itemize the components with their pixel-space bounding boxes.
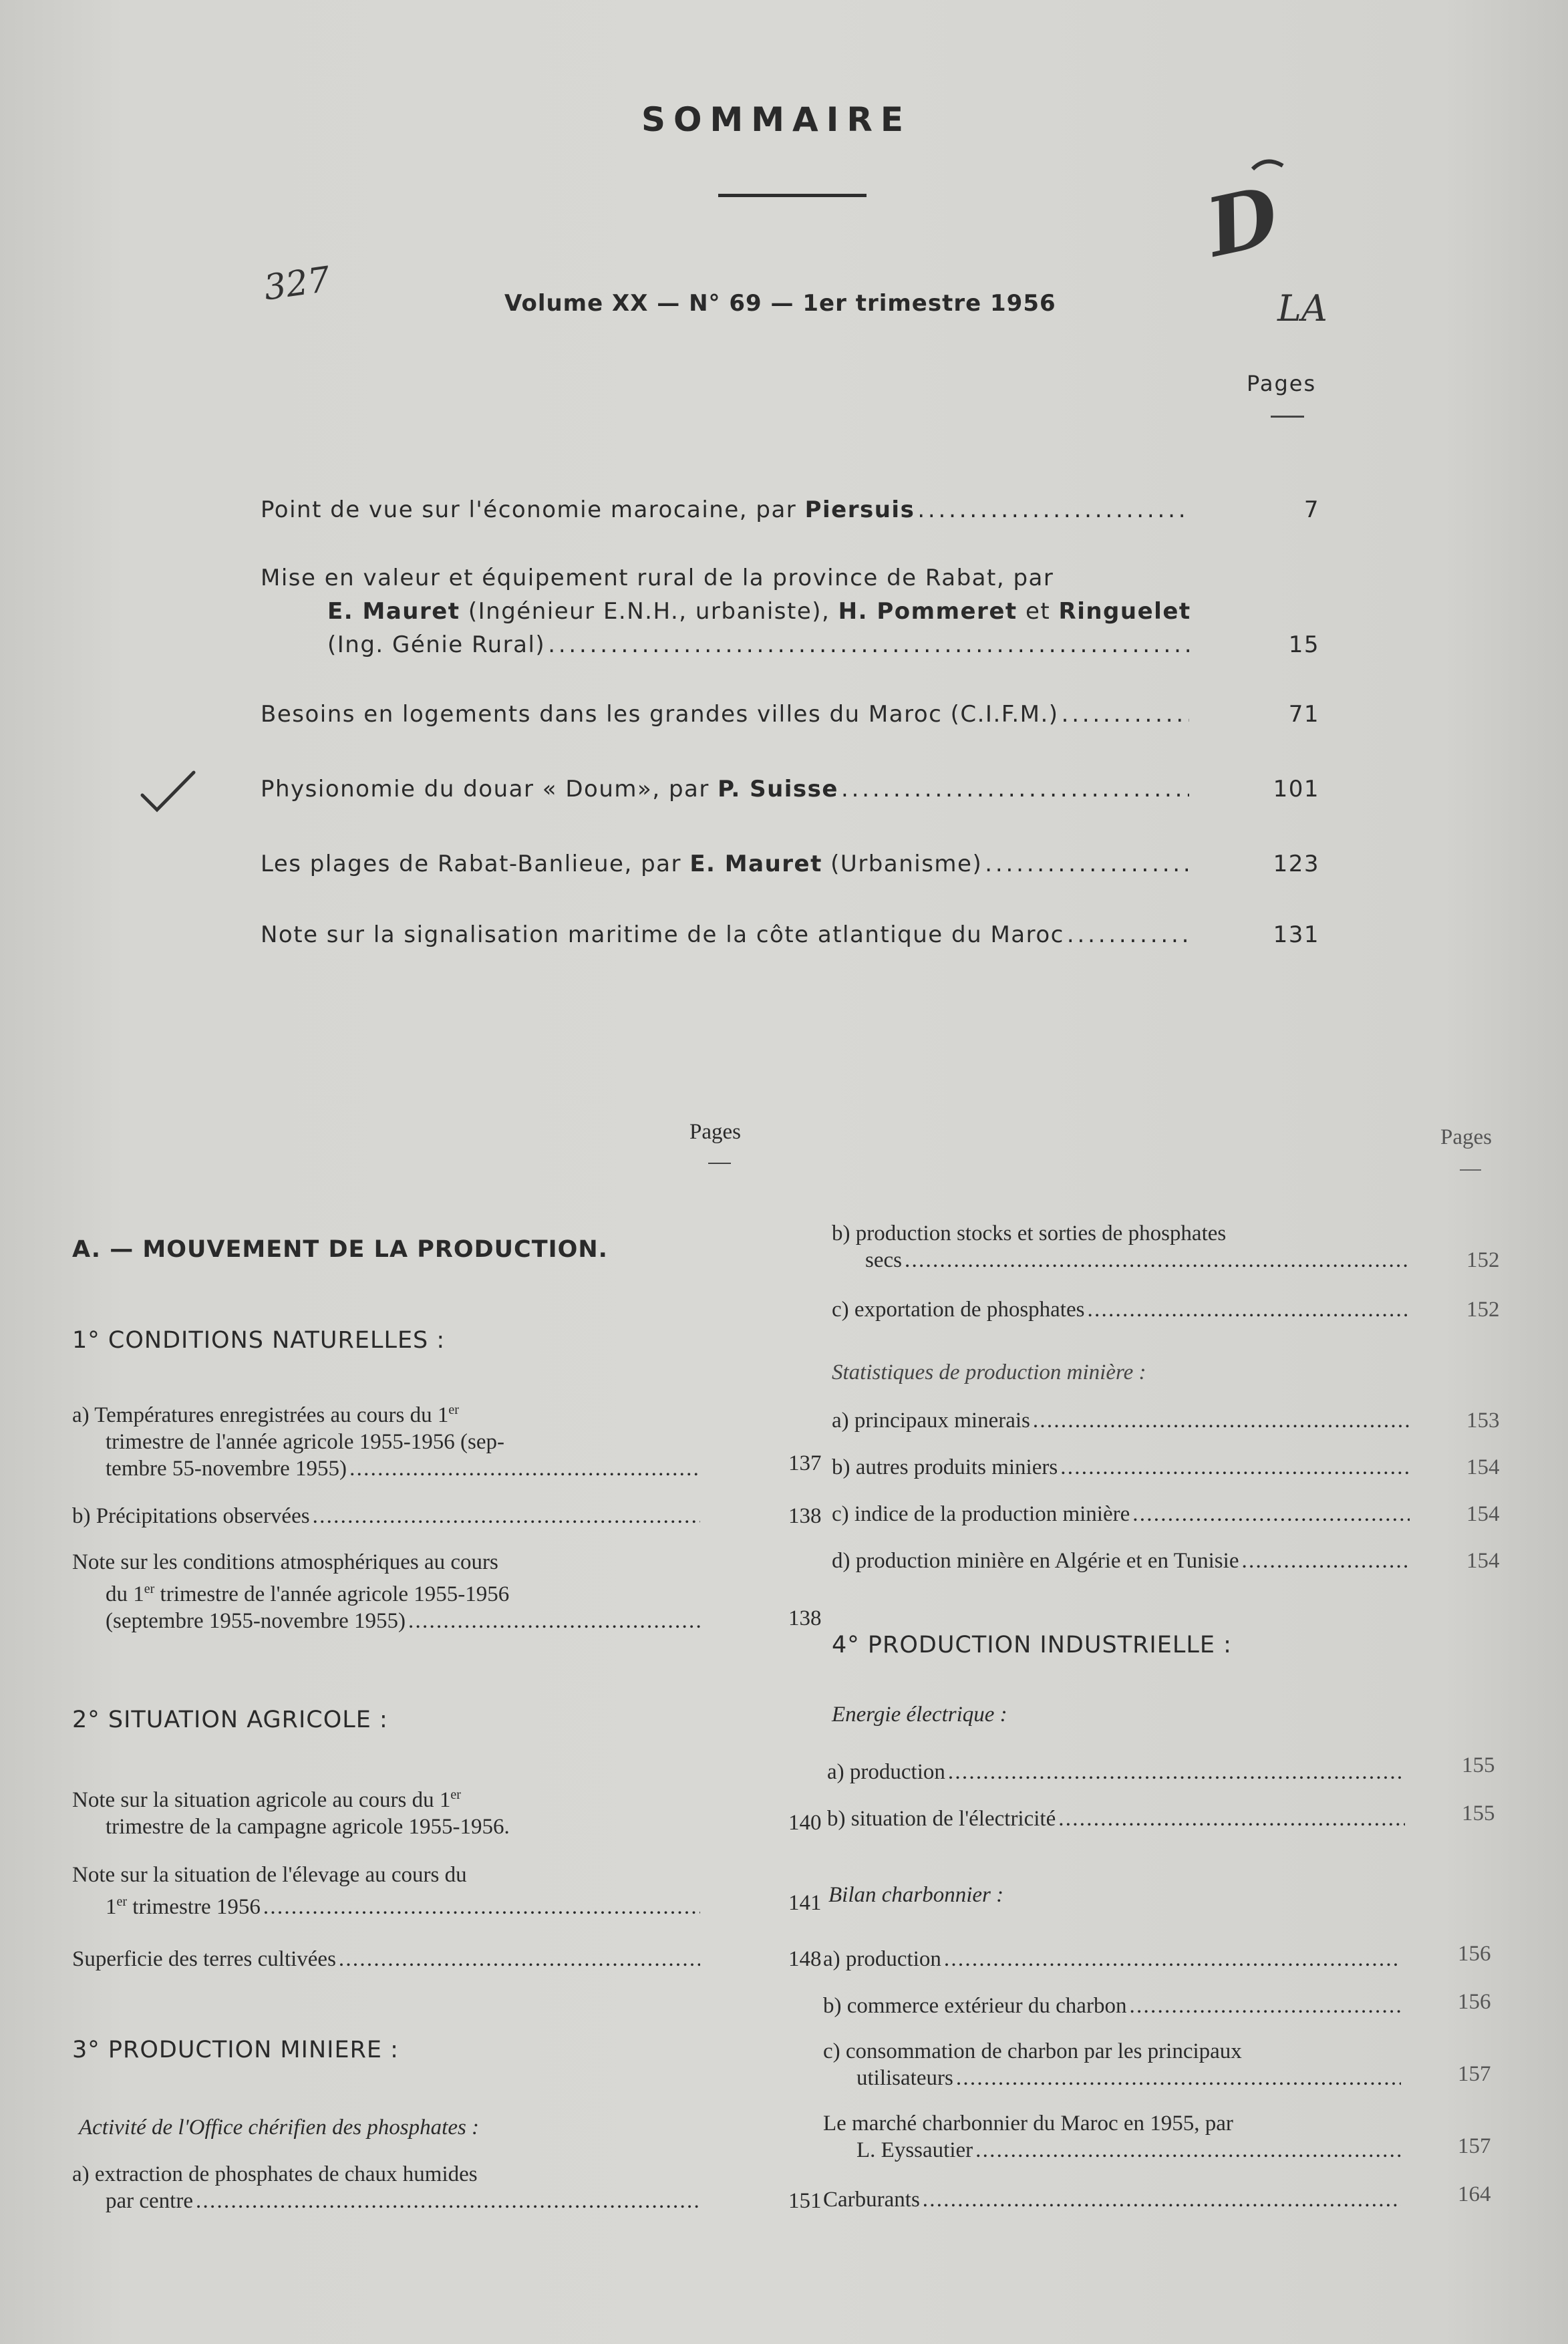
- entry-text: c) consommation de charbon par les principaux: [823, 2039, 1242, 2063]
- article-title: Point de vue sur l'économie marocaine, par: [261, 496, 805, 523]
- entry-text: trimestre de l'année agricole 1955-1956: [154, 1582, 510, 1606]
- leader-dots: [1132, 1501, 1410, 1527]
- entry-page: 152: [1466, 1248, 1500, 1272]
- article-entry: [261, 561, 1319, 662]
- entry-text: Carburants: [823, 2188, 920, 2212]
- handwritten-mark-icon: [1249, 152, 1289, 179]
- pages-header-rule: [1271, 416, 1304, 418]
- article-author: Piersuis: [804, 496, 915, 523]
- entry-text: Note sur les conditions atmosphériques au cours: [72, 1550, 498, 1574]
- leader-dots: [1241, 1548, 1410, 1574]
- leader-dots: [841, 772, 1189, 806]
- entry-page: 154: [1466, 1455, 1500, 1479]
- right-pages-header: Pages: [1440, 1125, 1492, 1149]
- entry-page: 154: [1466, 1502, 1500, 1526]
- article-page: 7: [1303, 496, 1319, 523]
- leader-dots: [263, 1894, 700, 1920]
- entry-text: trimestre de la campagne agricole 1955-1956.: [106, 1815, 510, 1839]
- subheading-italic: Bilan charbonnier :: [828, 1883, 1004, 1907]
- leader-dots: [339, 1946, 700, 1972]
- leader-dots: [1060, 1454, 1410, 1481]
- entry-text: b) autres produits miniers: [832, 1455, 1058, 1479]
- article-entry: [261, 918, 1319, 951]
- article-conjunction: et: [1017, 598, 1059, 625]
- issue-volume: Volume XX — N° 69 — 1er trimestre 1956: [504, 290, 1056, 317]
- entry-text: Superficie des terres cultivées: [72, 1947, 336, 1971]
- toc-entry: [72, 1503, 822, 1529]
- leader-dots: [917, 493, 1189, 527]
- article-page: 131: [1273, 921, 1319, 948]
- toc-entry: [832, 1220, 1513, 1274]
- entry-text: Le marché charbonnier du Maroc en 1955, par: [823, 2111, 1233, 2136]
- title-rule: [718, 194, 867, 197]
- entry-text: a) extraction de phosphates de chaux humides: [72, 2162, 478, 2186]
- leader-dots: [1067, 918, 1189, 951]
- toc-entry: [823, 2182, 1505, 2213]
- entry-superscript: er: [116, 1894, 128, 1909]
- entry-page: 141: [788, 1891, 822, 1915]
- entry-page: 153: [1466, 1409, 1500, 1433]
- entry-text: b) Précipitations observées: [72, 1504, 310, 1528]
- article-author-detail: (Ingénieur E.N.H., urbaniste),: [460, 598, 838, 625]
- handwritten-letter: D: [1199, 168, 1287, 276]
- subheading-italic: Statistiques de production minière :: [832, 1360, 1146, 1384]
- entry-text: a) Températures enregistrées au cours du 1: [72, 1403, 449, 1427]
- toc-entry: [832, 1501, 1513, 1527]
- left-pages-header: Pages: [689, 1120, 741, 1144]
- article-author: E. Mauret: [327, 598, 460, 625]
- entry-page: 154: [1466, 1549, 1500, 1573]
- toc-entry: [823, 1990, 1505, 2019]
- subsection-heading: 4° PRODUCTION INDUSTRIELLE :: [832, 1632, 1232, 1658]
- left-pages-rule: [708, 1163, 731, 1164]
- article-entry: [261, 698, 1319, 731]
- entry-text: a) production: [823, 1947, 941, 1971]
- leader-dots: [923, 2186, 1401, 2213]
- leader-dots: [1033, 1407, 1410, 1434]
- toc-entry: [823, 2038, 1505, 2091]
- entry-page: 164: [1458, 2182, 1491, 2206]
- article-page: 71: [1288, 701, 1319, 728]
- entry-page: 156: [1458, 1942, 1491, 1966]
- entry-text: Note sur la situation de l'élevage au cours du: [72, 1863, 467, 1887]
- handwritten-number: 327: [261, 259, 333, 309]
- entry-text: du 1: [106, 1582, 144, 1606]
- entry-page: 157: [1458, 2062, 1491, 2086]
- entry-page: 140: [788, 1811, 822, 1835]
- article-title: Note sur la signalisation maritime de la côte atlantique du Maroc: [261, 921, 1064, 948]
- entry-superscript: er: [144, 1582, 155, 1596]
- entry-text: c) exportation de phosphates: [832, 1298, 1085, 1322]
- toc-entry: [72, 2161, 822, 2214]
- toc-entry: [823, 2110, 1505, 2164]
- toc-entry: [832, 1548, 1513, 1574]
- entry-page: 138: [788, 1504, 822, 1528]
- article-author: Ringuelet: [1058, 598, 1191, 625]
- entry-text: c) indice de la production minière: [832, 1502, 1130, 1526]
- leader-dots: [948, 1759, 1405, 1785]
- article-title: Physionomie du douar « Doum», par: [261, 776, 718, 802]
- leader-dots: [349, 1455, 700, 1482]
- leader-dots: [1058, 1805, 1405, 1832]
- toc-entry: [72, 1781, 822, 1840]
- entry-text: b) commerce extérieur du charbon: [823, 1994, 1127, 2018]
- toc-entry: [827, 1801, 1509, 1832]
- leader-dots: [408, 1608, 700, 1634]
- entry-text: trimestre 1956: [127, 1895, 261, 1919]
- leader-dots: [956, 2065, 1401, 2091]
- entry-text: b) situation de l'électricité: [827, 1807, 1056, 1831]
- leader-dots: [975, 2137, 1401, 2164]
- toc-entry: [72, 1549, 822, 1634]
- leader-dots: [905, 1247, 1410, 1274]
- entry-text: d) production minière en Algérie et en Tunisie: [832, 1549, 1239, 1573]
- subheading-italic: Energie électrique :: [832, 1703, 1007, 1727]
- entry-superscript: er: [448, 1403, 459, 1417]
- article-title: Besoins en logements dans les grandes villes du Maroc (C.I.F.M.): [261, 701, 1059, 728]
- entry-text: 1: [106, 1895, 117, 1919]
- toc-entry: [832, 1407, 1513, 1434]
- article-author-detail: (Ing. Génie Rural): [327, 631, 546, 658]
- leader-dots: [196, 2188, 700, 2214]
- leader-dots: [1062, 698, 1189, 731]
- entry-page: 155: [1462, 1753, 1495, 1777]
- toc-entry: [827, 1753, 1509, 1785]
- article-page: 123: [1273, 851, 1319, 877]
- toc-entry: [72, 1862, 822, 1920]
- right-pages-rule: [1460, 1169, 1481, 1171]
- article-author: P. Suisse: [718, 776, 838, 802]
- entry-text: L. Eyssautier: [856, 2138, 973, 2162]
- toc-entry: [832, 1454, 1513, 1481]
- toc-entry: [832, 1296, 1513, 1323]
- subsection-heading: 2° SITUATION AGRICOLE :: [72, 1707, 388, 1733]
- pages-header: Pages: [1247, 371, 1317, 396]
- subsection-heading: 1° CONDITIONS NATURELLES :: [72, 1327, 446, 1354]
- entry-text: a) production: [827, 1760, 945, 1784]
- entry-page: 155: [1462, 1801, 1495, 1825]
- leader-dots: [985, 847, 1189, 881]
- entry-text: b) production stocks et sorties de phosphates: [832, 1221, 1227, 1246]
- entry-text: utilisateurs: [856, 2066, 953, 2090]
- article-entry: [261, 493, 1319, 527]
- leader-dots: [1129, 1993, 1401, 2019]
- article-page: 101: [1273, 776, 1319, 802]
- article-title: Mise en valeur et équipement rural de la province de Rabat, par: [261, 565, 1054, 591]
- leader-dots: [944, 1946, 1401, 1972]
- article-author-detail: (Urbanisme): [822, 851, 983, 877]
- entry-text: (septembre 1955-novembre 1955): [106, 1609, 406, 1633]
- toc-entry: [72, 1946, 822, 1972]
- article-author: E. Mauret: [689, 851, 822, 877]
- toc-entry: [72, 1397, 822, 1482]
- entry-text: secs: [865, 1248, 902, 1272]
- article-page: 15: [1288, 631, 1319, 658]
- entry-page: 151: [788, 2189, 822, 2213]
- article-entry: [261, 772, 1319, 806]
- check-mark-icon: [137, 768, 197, 815]
- handwritten-initials: LA: [1277, 287, 1327, 329]
- entry-text: tembre 55-novembre 1955): [106, 1457, 347, 1481]
- entry-superscript: er: [450, 1787, 461, 1802]
- entry-page: 156: [1458, 1990, 1491, 2014]
- entry-text: a) principaux minerais: [832, 1409, 1030, 1433]
- entry-page: 157: [1458, 2134, 1491, 2158]
- leader-dots: [1087, 1296, 1410, 1323]
- subsection-heading: 3° PRODUCTION MINIERE :: [72, 2037, 399, 2063]
- entry-text: trimestre de l'année agricole 1955-1956 (sep-: [106, 1430, 504, 1454]
- leader-dots: [313, 1503, 700, 1529]
- entry-page: 138: [788, 1606, 822, 1630]
- entry-page: 137: [788, 1451, 822, 1475]
- article-author: H. Pommeret: [838, 598, 1017, 625]
- article-entry: [261, 847, 1319, 881]
- entry-page: 148: [788, 1947, 822, 1971]
- entry-page: 152: [1466, 1298, 1500, 1322]
- page-title: SOMMAIRE: [641, 100, 911, 139]
- toc-entry: [823, 1942, 1505, 1972]
- entry-text: Note sur la situation agricole au cours du 1: [72, 1788, 451, 1812]
- article-title: Les plages de Rabat-Banlieue, par: [261, 851, 690, 877]
- leader-dots: [548, 628, 1189, 662]
- subheading-italic: Activité de l'Office chérifien des phosphates :: [79, 2115, 480, 2140]
- section-heading: A. — MOUVEMENT DE LA PRODUCTION.: [72, 1236, 608, 1263]
- entry-text: par centre: [106, 2189, 193, 2213]
